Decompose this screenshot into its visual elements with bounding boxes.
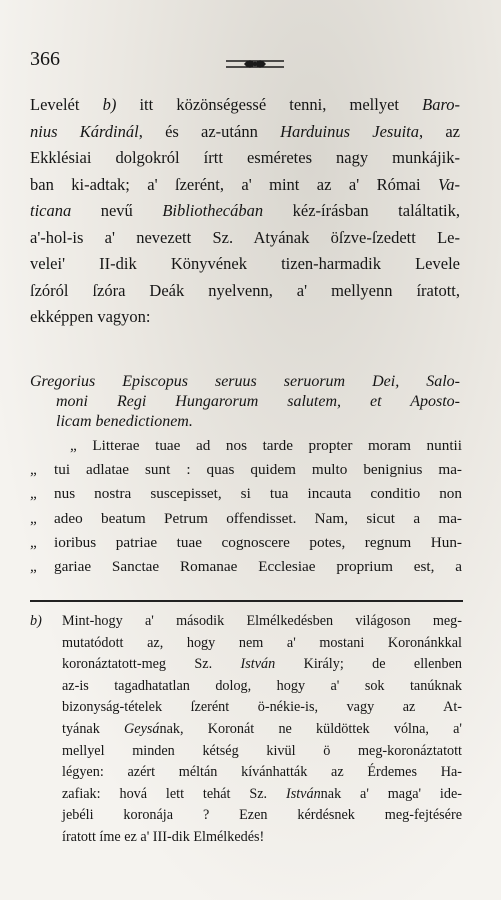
quote-text: adeo beatum Petrum offendisset. Nam, sicut a ma-: [54, 509, 462, 527]
footnote-line: koronáztatott-meg Sz. István Király; de ellenben: [62, 656, 462, 673]
footnote-line: az-is tagadhatatlan dolog, hogy a' sok tanúknak: [62, 677, 462, 694]
quote-mark: „: [30, 533, 37, 551]
italic-term: Va-: [438, 174, 460, 194]
quote-line: [30, 482, 462, 506]
text-line: Ekklésiai dolgokról írtt esméretes nagy munkájik-: [30, 148, 460, 167]
italic-term: Baro-: [422, 95, 460, 114]
italic-term: nius Kárdinál: [30, 121, 139, 141]
quote-line: [30, 507, 462, 531]
footnote-marker: b): [30, 613, 42, 629]
quote-text: ioribus patriae tuae cognoscere potes, regnum Hun-: [54, 533, 462, 551]
text-line: Levelét b) itt közönségessé tenni, mellyet Baro-: [30, 95, 460, 114]
latin-line: licam benedictionem.: [56, 413, 193, 430]
text-line: ekképpen vagyon:: [30, 307, 151, 326]
text-line: nius Kárdinál, és az-utánn Harduinus Jesuita, az: [30, 121, 461, 141]
quote-line: [30, 555, 462, 579]
page-header: [30, 48, 471, 78]
quote-text: gariae Sanctae Romanae Ecclesiae proprium est, a: [54, 558, 462, 576]
footnote-line: mellyel minden kétség kivül ö meg-koronáztatott: [62, 742, 462, 759]
footnote-line: jebéli koronája ? Ezen kérdésnek meg-fejtésére: [62, 807, 462, 824]
text-line: a'-hol-is a' nevezett Sz. Atyának öſzve-ſzedett Le-: [30, 227, 460, 247]
text-line: velei' II-dik Könyvének tizen-harmadik Levele: [30, 254, 460, 273]
italic-term: Bibliothecában: [162, 201, 264, 220]
italic-term: Geysá: [124, 720, 160, 737]
latin-line: Gregorius Episcopus seruus seruorum Dei, Salo-: [30, 373, 460, 390]
footnote-line: zafiak: hová lett tehát Sz. Istvánnak a' maga' ide-: [62, 785, 462, 802]
latin-line: moni Regi Hungarorum salutem, et Aposto-: [56, 393, 460, 410]
italic-term: István: [240, 656, 276, 673]
text-line: ban ki-adtak; a' ſzerént, a' mint az a' Római Va-: [30, 174, 460, 194]
quote-line: [30, 458, 462, 482]
italic-term: István: [285, 785, 321, 802]
italic-term: ticana: [30, 201, 72, 220]
footnote-line: íratott íme ez a' III-dik Elmélkedés!: [62, 828, 265, 845]
latin-salutation: [30, 372, 460, 432]
quote-line: [30, 531, 462, 555]
footnote-line: Mint-hogy a' második Elmélkedésben világoson meg-: [62, 613, 462, 629]
printer-ornament-icon: [226, 58, 284, 70]
text-line: ticana nevű Bibliothecában kéz-írásban találtatik,: [30, 201, 461, 220]
quoted-letter: [30, 434, 462, 579]
footnote-line: légyen: azért méltán kívánhatták az Érdemes Ha-: [62, 764, 462, 781]
quote-mark: „: [30, 509, 37, 527]
quote-mark: „: [30, 461, 37, 479]
text-line: ſzóról ſzóra Deák nyelvenn, a' mellyenn íratott,: [30, 280, 460, 300]
footnote: [30, 611, 462, 849]
main-text: [30, 92, 460, 331]
footnote-divider: [30, 600, 463, 602]
footnote-line: bizonyság-tételek ſzerént ö-nékie-is, vagy az At-: [62, 699, 462, 716]
quote-mark: „: [30, 558, 37, 576]
quote-mark: „: [30, 485, 37, 503]
quote-text: tui adlatae sunt : quas quidem multo benignius ma-: [54, 461, 462, 479]
quote-text: nus nostra suscepisset, si tua incauta conditio non: [54, 485, 462, 503]
quote-line: „ Litterae tuae ad nos tarde propter moram nuntii: [70, 437, 462, 454]
italic-term: Harduinus Jesuita: [280, 121, 420, 141]
page-number: 366: [30, 48, 60, 70]
italic-term: b): [102, 95, 117, 114]
footnote-line: mutatódott az, hogy nem a' mostani Koronánkkal: [62, 634, 462, 651]
footnote-line: tyának Geysának, Koronát ne küldöttek vólna, a': [62, 720, 462, 737]
